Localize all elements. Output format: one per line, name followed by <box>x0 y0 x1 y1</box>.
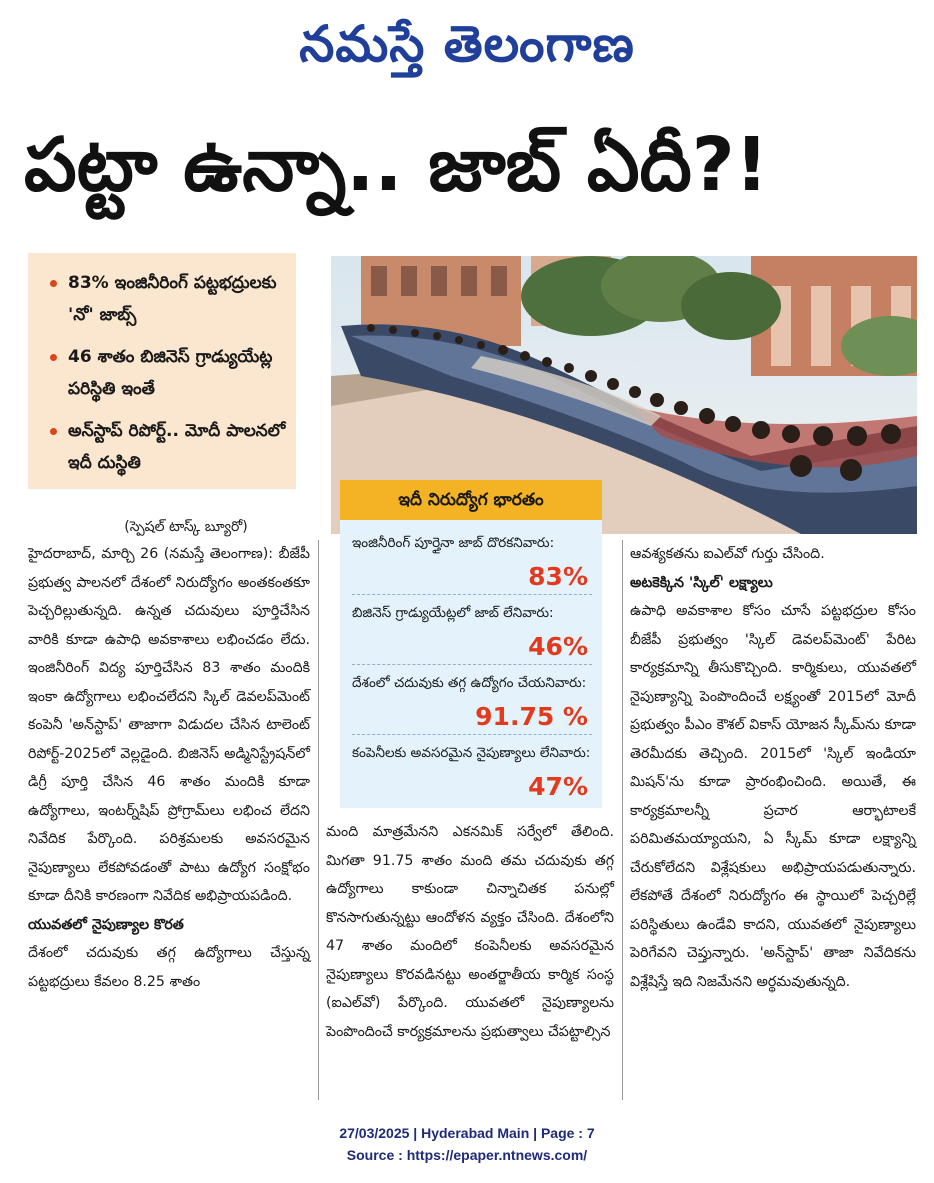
stat-label: ఇంజినీరింగ్ పూర్తైనా జాబ్ దొరకనివారు: <box>352 535 555 551</box>
stat-value: 46% <box>528 632 588 661</box>
bullet-icon <box>50 428 57 435</box>
highlight-item: 46 శాతం బిజినెస్ గ్రాడ్యుయేట్ల పరిస్థితి ఇంతే <box>50 341 286 405</box>
article-subhead: యువతలో నైపుణ్యాల కొరత <box>28 916 184 933</box>
newspaper-masthead: నమస్తే తెలంగాణ <box>299 15 635 73</box>
column-divider <box>318 540 319 1100</box>
article-paragraph: మంది మాత్రమేనని ఎకనమిక్ సర్వేలో తేలింది. మిగతా 91.75 శాతం మంది తమ చదువుకు తగ్గ ఉద్యోగాలు కాకుండా చిన్నాచితక పనుల్లో కొనసాగుతున్నట్టు ఆందోళన వ్యక్తం చేసింది. దేశంలోని 47 శాతం మందిలో కంపెనీలకు అవసరమైన నైపుణ్యాలు కొరవడినట్టు అంతర్జాతీయ కార్మిక సంస్థ (ఐఎల్‌వో) పేర్కొంది. యువతలో నైపుణ్యాలను పెంపొందించే కార్యక్రమాలను ప్రభుత్వాలు చేపట్టాల్సిన <box>326 824 614 1040</box>
stat-value: 91.75 % <box>475 702 588 731</box>
highlight-item: 83% ఇంజినీరింగ్ పట్టభద్రులకు 'నో' జాబ్స్ <box>50 267 286 331</box>
bullet-icon <box>50 280 57 287</box>
stat-divider <box>352 734 592 735</box>
stats-infobox <box>340 480 602 808</box>
stat-row <box>352 668 596 732</box>
stat-row <box>352 528 596 592</box>
stat-value: 47% <box>528 772 588 801</box>
column-divider <box>622 540 623 1100</box>
stat-label: దేశంలో చదువుకు తగ్గ ఉద్యోగం చేయనివారు: <box>352 675 587 691</box>
stat-divider <box>352 594 592 595</box>
infobox-title: ఇదీ నిరుద్యోగ భారతం <box>340 480 602 520</box>
article-column-1 <box>28 540 310 1100</box>
stat-divider <box>352 664 592 665</box>
article-paragraph: ఆవశ్యకతను ఐఎల్‌వో గుర్తు చేసింది. <box>630 546 825 562</box>
footer-date-edition: 27/03/2025 | Hyderabad Main | Page : 7 <box>339 1125 595 1141</box>
stat-value: 83% <box>528 562 588 591</box>
article-paragraph: హైదరాబాద్, మార్చి 26 (నమస్తే తెలంగాణ): బీజేపీ ప్రభుత్వ పాలనలో దేశంలో నిరుద్యోగం అంతకంతకూ పెచ్చరిల్లుతున్నది. ఉన్నత చదువులు పూర్తిచేసిన వారికి కూడా ఉపాధి అవకాశాలు లభించడం లేదు. ఇంజినీరింగ్ విద్య పూర్తిచేసిన 83 శాతం మందికి ఇంకా ఉద్యోగాలు లభించలేదని స్కిల్ డెవలప్‌మెంట్ కంపెనీ 'అన్‌స్టాప్' తాజాగా విడుదల చేసిన టాలెంట్ రిపోర్ట్-2025లో వెల్లడైంది. బిజినెస్ అడ్మినిస్ట్రేషన్‌లో డిగ్రీ పూర్తి చేసిన 46 శాతం మందికి కూడా ఉద్యోగాలు, ఇంటర్న్‌షిప్ ప్రోగ్రామ్‌లు లభించ లేదని నివేదిక పేర్కొంది. పరిశ్రమలకు అవసరమైన నైపుణ్యాలు లేకపోవడంతో పాటు ఉద్యోగ సంక్షోభం కూడా దీనికి కారణంగా నివేదిక అభిప్రాయపడింది. <box>28 546 310 904</box>
highlights-box <box>28 253 296 489</box>
article-subhead: అటకెక్కిన 'స్కిల్' లక్ష్యాలు <box>630 574 773 591</box>
stat-label: బిజినెస్ గ్రాడ్యుయేట్లలో జాబ్ లేనివారు: <box>352 605 554 621</box>
article-paragraph: ఉపాధి అవకాశాల కోసం చూసే పట్టభద్రుల కోసం బీజేపీ ప్రభుత్వం 'స్కిల్ డెవలప్‌మెంట్' పేరిట కార్యక్రమాన్ని తీసుకొచ్చింది. కార్మికులు, యువతలో నైపుణ్యాన్ని పెంపొందించే లక్ష్యంతో 2015లో మోదీ ప్రభుత్వం పీఎం కౌశల్ వికాస్ యోజన స్కీమ్‌ను కూడా తెరమీదకు తెచ్చింది. 2015లో 'స్కిల్ ఇండియా మిషన్'ను కూడా ప్రారంభించింది. అయితే, ఈ కార్యక్రమాలన్నీ ప్రచార ఆర్భాటాలకే పరిమితమయ్యాయని, ఏ స్కీమ్ కూడా లక్ష్యాన్ని చేరుకోలేదని విశ్లేషకులు అభిప్రాయపడుతున్నారు. లేకపోతే దేశంలో నిరుద్యోగం ఈ స్థాయిలో పెచ్చరిల్లే పరిస్థితులు ఉండేవి కాదని, యువతలో నైపుణ్యాలు పెరిగేవని చెప్తున్నారు. 'అన్‌స్టాప్' తాజా నివేదికను విశ్లేషిస్తే ఇది నిజమేనని అర్థమవుతున్నది. <box>630 603 916 990</box>
stat-row <box>352 738 596 802</box>
headline: పట్టా ఉన్నా.. జాబ్ ఏదీ?! <box>24 122 769 208</box>
stat-label: కంపెనీలకు అవసరమైన నైపుణ్యాలు లేనివారు: <box>352 745 591 761</box>
article-column-3 <box>630 540 916 1100</box>
article-column-2 <box>326 818 614 1100</box>
bullet-icon <box>50 354 57 361</box>
stat-row <box>352 598 596 662</box>
byline: (స్పెషల్ టాస్క్ బ్యూరో) <box>124 519 248 535</box>
highlight-item: అన్‌స్టాప్ రిపోర్ట్.. మోదీ పాలనలో ఇదీ దుస్థితి <box>50 415 286 479</box>
article-paragraph: దేశంలో చదువుకు తగ్గ ఉద్యోగాలు చేస్తున్న పట్టభద్రులు కేవలం 8.25 శాతం <box>28 945 310 990</box>
footer-source: Source : https://epaper.ntnews.com/ <box>346 1147 588 1163</box>
